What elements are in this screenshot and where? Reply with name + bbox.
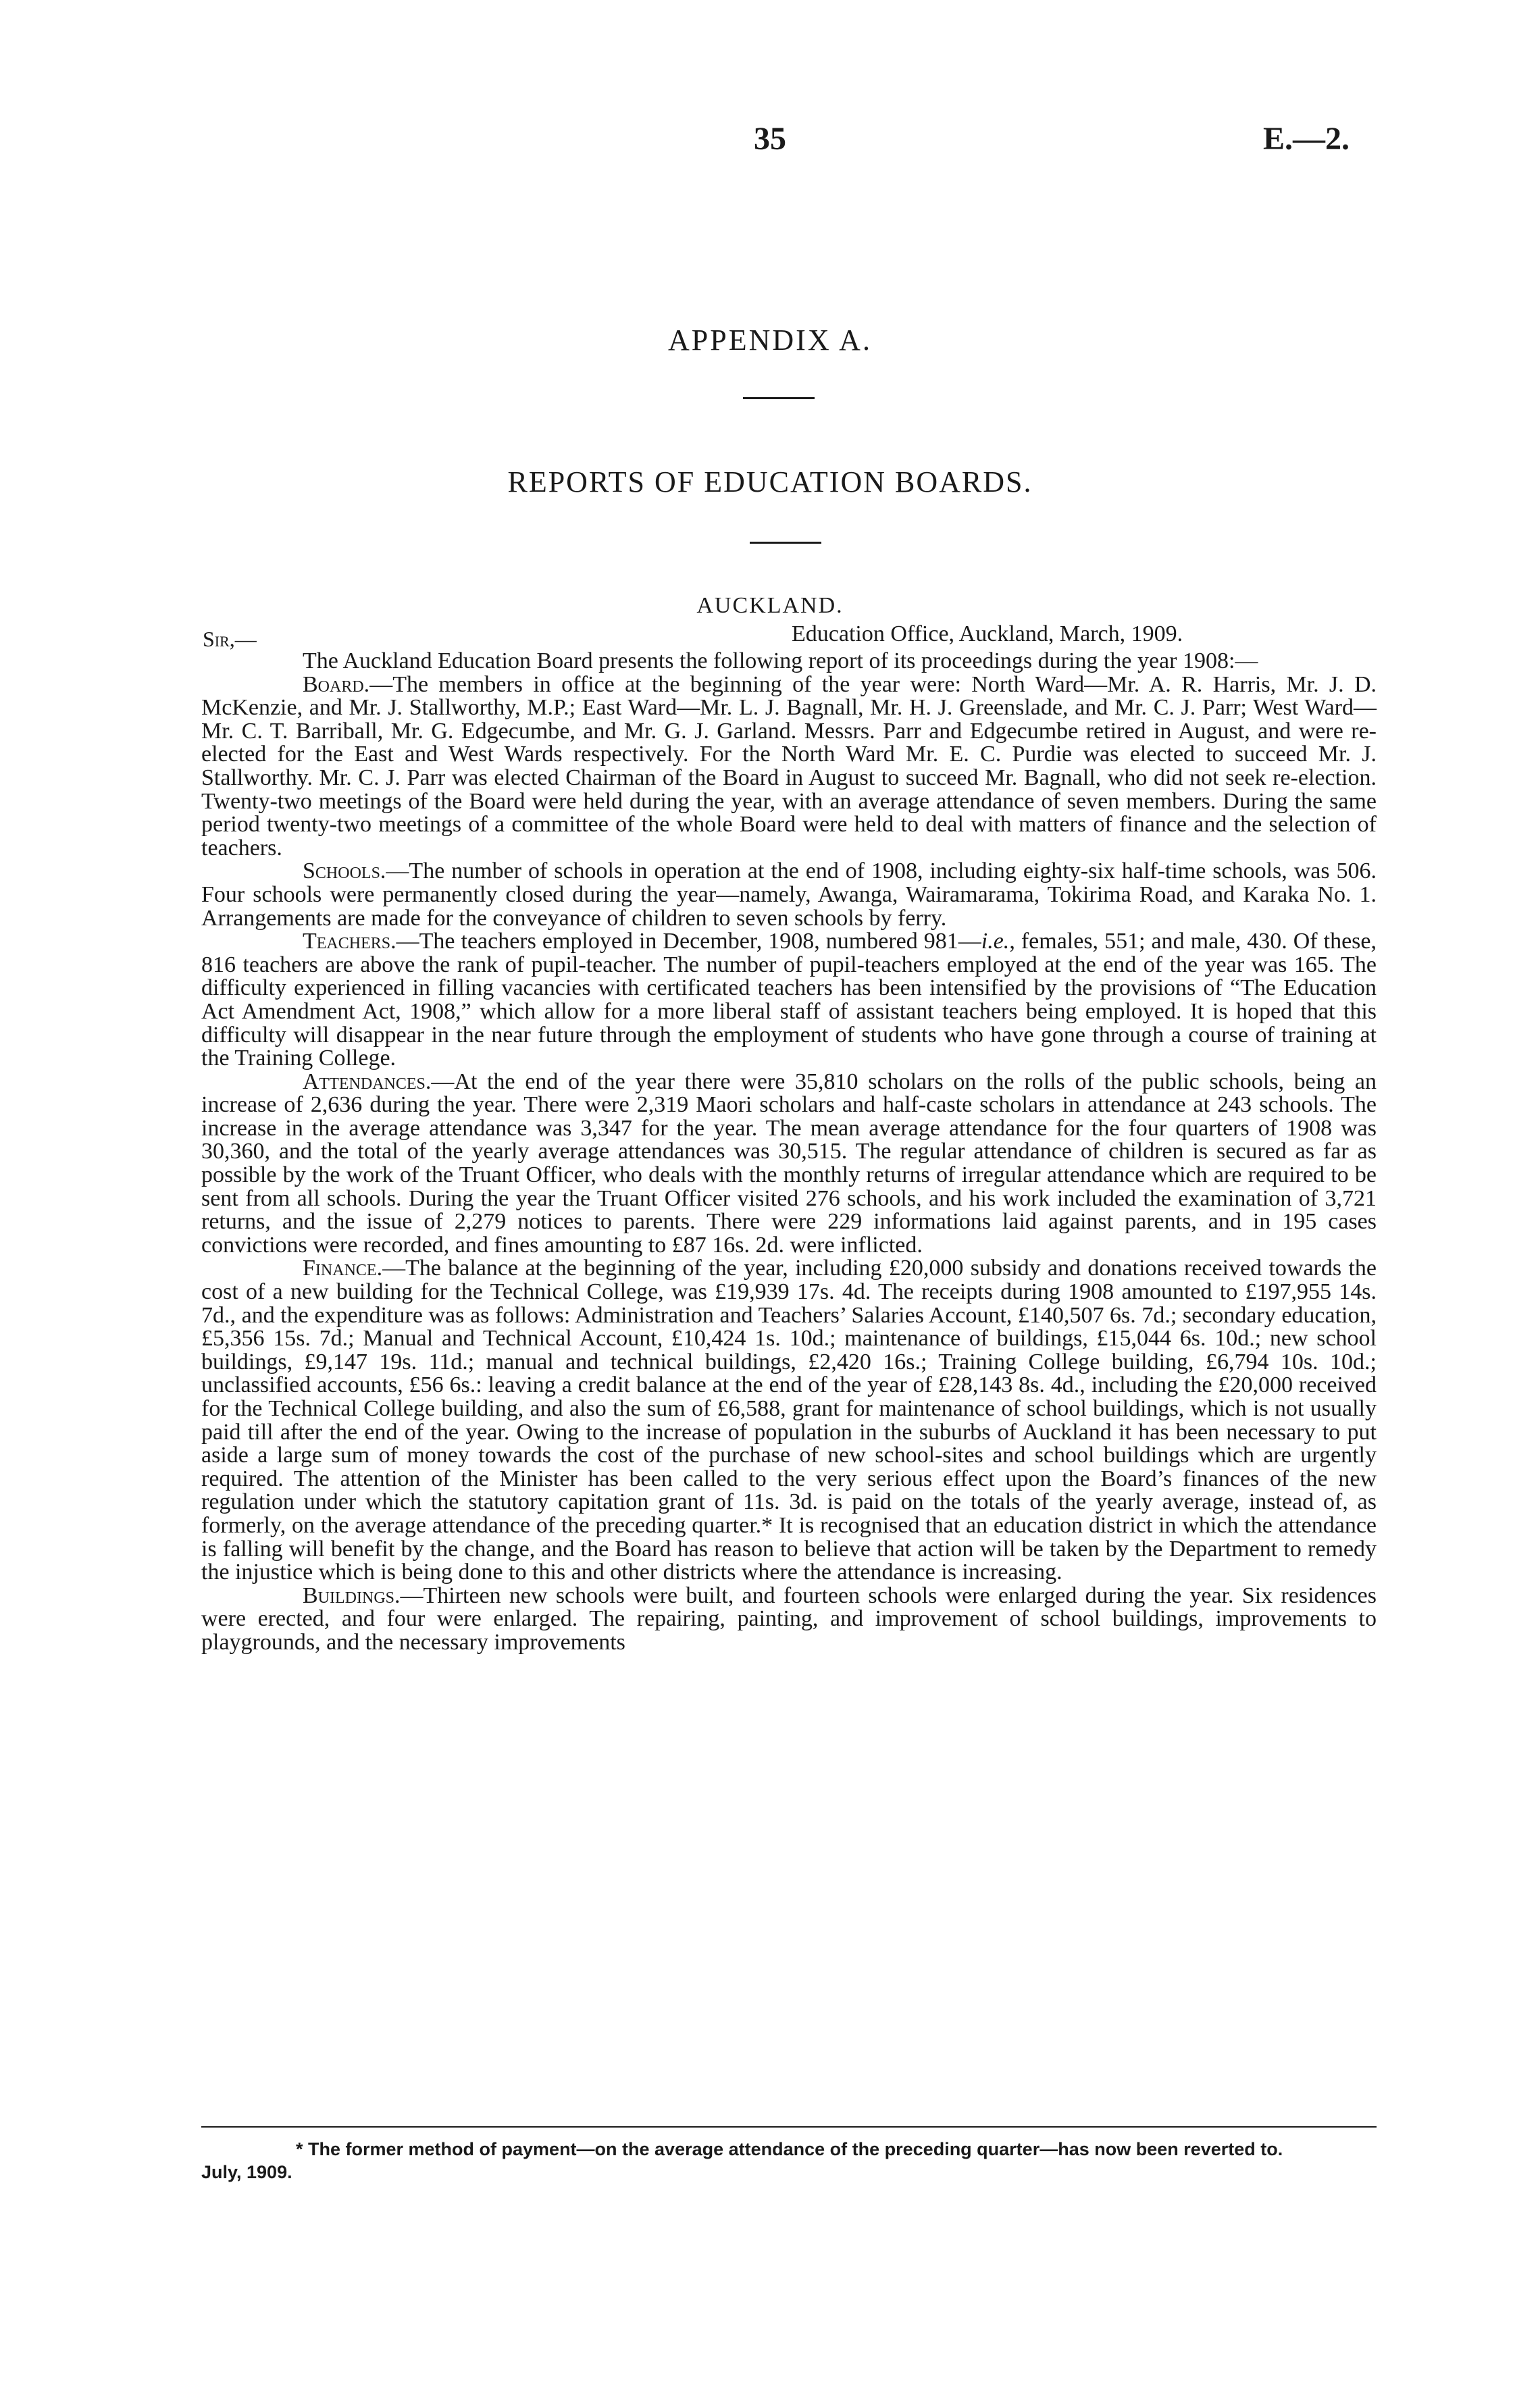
- page-number: 35: [754, 121, 786, 157]
- intro-paragraph: [201, 650, 1377, 673]
- section-divider: [750, 542, 821, 544]
- board-heading: Board.: [303, 671, 370, 697]
- schools-heading: Schools.: [303, 858, 386, 884]
- title-divider: [743, 397, 815, 399]
- buildings-paragraph: [201, 1585, 1377, 1655]
- board-paragraph: [201, 673, 1377, 860]
- board-text: —The members in office at the beginning of the year were: North Ward—Mr. A. R. Harris, Mr. J. D. McKenzie, and Mr. J. Stallworthy, M.P.; East Ward—Mr. L. J. Bagnall, Mr. H. J. Greenslade, and Mr. C. J. Parr; West Ward—Mr. C. T. Barriball, Mr. G. Edgecumbe, and Mr. G. J. Garland. Messrs. Parr and Edgecumbe retired in August, and were re-elected for the East and West Wards respectively. For the North Ward Mr. E. C. Purdie was elected to succeed Mr. J. Stallworthy. Mr. C. J. Parr was elected Chairman of the Board in August to succeed Mr. Bagnall, who did not seek re-election. Twenty-two meetings of the Board were held during the year, with an average attendance of seven members. During the same period twenty-two meetings of a committee of the whole Board were held to deal with matters of finance and the selection of teachers.: [201, 671, 1377, 860]
- finance-paragraph: [201, 1257, 1377, 1584]
- teachers-paragraph: [201, 930, 1377, 1071]
- footnote-text: * The former method of payment—on the average attendance of the preceding quarter—has now been reverted to.: [296, 2139, 1283, 2159]
- footnote: [201, 2138, 1377, 2184]
- finance-text: —The balance at the beginning of the year, including £20,000 subsidy and donations received towards the cost of a new building for the Technical College, was £19,939 17s. 4d. The receipts during 1908 amounted to £197,955 14s. 7d., and the expenditure was as follows: Administration and Teachers’ Salaries Account, £140,507 6s. 7d.; secondary education, £5,356 15s. 7d.; Manual and Technical Account, £10,424 1s. 10d.; maintenance of buildings, £15,044 6s. 10d.; new school buildings, £9,147 19s. 11d.; manual and technical buildings, £2,420 16s.; Training College building, £6,794 10s. 10d.; unclassified accounts, £56 6s.: leaving a credit balance at the end of the year of £28,143 8s. 4d., including the £20,000 received for the Technical College building, and also the sum of £6,588, grant for maintenance of school buildings, which is not usually paid till after the end of the year. Owing to the increase of population in the suburbs of Auckland it has been necessary to put aside a large sum of money towards the cost of the purchase of new school-sites and school buildings which are urgently required. The attention of the Minister has been called to the very serious effect upon the Board’s finances of the new regulation under which the statutory capitation grant of 11s. 3d. is paid on the totals of the yearly average, instead of, as formerly, on the average attendance of the preceding quarter.* It is recognised that an education district in which the attendance is falling will benefit by the change, and the Board has reason to believe that action will be taken by the Department to remedy the injustice which is being done to this and other districts where the attendance is increasing.: [201, 1256, 1377, 1585]
- buildings-heading: Buildings.: [303, 1583, 401, 1608]
- document-code: E.—2.: [1263, 121, 1350, 157]
- schools-paragraph: [201, 860, 1377, 930]
- buildings-text: —Thirteen new schools were built, and fourteen schools were enlarged during the year. Six residences were erected, and four were enlarged. The repairing, painting, and improvement of school buildings, improvements to playgrounds, and the necessary improvements: [201, 1583, 1377, 1655]
- district-heading: AUCKLAND.: [696, 593, 844, 618]
- letterhead: Education Office, Auckland, March, 1909.: [792, 621, 1183, 646]
- teachers-heading: Teachers.: [303, 929, 396, 954]
- intro-text: The Auckland Education Board presents the following report of its proceedings during the year 1908:—: [303, 648, 1258, 673]
- finance-heading: Finance.: [303, 1256, 383, 1281]
- salutation: Sir,—: [203, 627, 257, 651]
- footnote-divider: [201, 2126, 1377, 2128]
- attendances-paragraph: [201, 1071, 1377, 1258]
- reports-title: REPORTS OF EDUCATION BOARDS.: [507, 465, 1033, 498]
- teachers-text-b: , females, 551; and male, 430. Of these, 816 teachers are above the rank of pupil-teacher. The number of pupil-teachers employed at the end of the year was 165. The difficulty experienced in filling vacancies with certificated teachers has been intensified by the provisions of “The Education Act Amendment Act, 1908,” which allow for a more liberal staff of assistant teachers being employed. It is hoped that this difficulty will disappear in the near future through the employment of students who have gone through a course of training at the Training College.: [201, 929, 1377, 1071]
- footnote-date: July, 1909.: [201, 2162, 292, 2182]
- attendances-heading: Attendances.: [303, 1069, 432, 1094]
- attendances-text: —At the end of the year there were 35,810 scholars on the rolls of the public schools, being an increase of 2,636 during the year. There were 2,319 Maori scholars and half-caste scholars in attendance at 243 schools. The increase in the average attendance was 3,347 for the year. The mean average attendance for the four quarters of 1908 was 30,360, and the total of the yearly average attendances was 30,515. The regular attendance of children is secured as far as possible by the work of the Truant Officer, who deals with the monthly returns of irregular attendance which are required to be sent from all schools. During the year the Truant Officer visited 276 schools, and his work included the examination of 3,721 returns, and the issue of 2,279 notices to parents. There were 229 informations laid against parents, and in 195 cases convictions were recorded, and fines amounting to £87 16s. 2d. were inflicted.: [201, 1069, 1377, 1258]
- teachers-text-ie: i.e.: [981, 929, 1010, 954]
- report-body: [201, 650, 1377, 1655]
- appendix-title: APPENDIX A.: [668, 324, 872, 357]
- teachers-text-a: —The teachers employed in December, 1908, numbered 981—: [396, 929, 981, 954]
- schools-text: —The number of schools in operation at the end of 1908, including eighty-six half-time schools, was 506. Four schools were permanently closed during the year—namely, Awanga, Wairamarama, Tokirima Road, and Karaka No. 1. Arrangements are made for the conveyance of children to seven schools by ferry.: [201, 858, 1377, 931]
